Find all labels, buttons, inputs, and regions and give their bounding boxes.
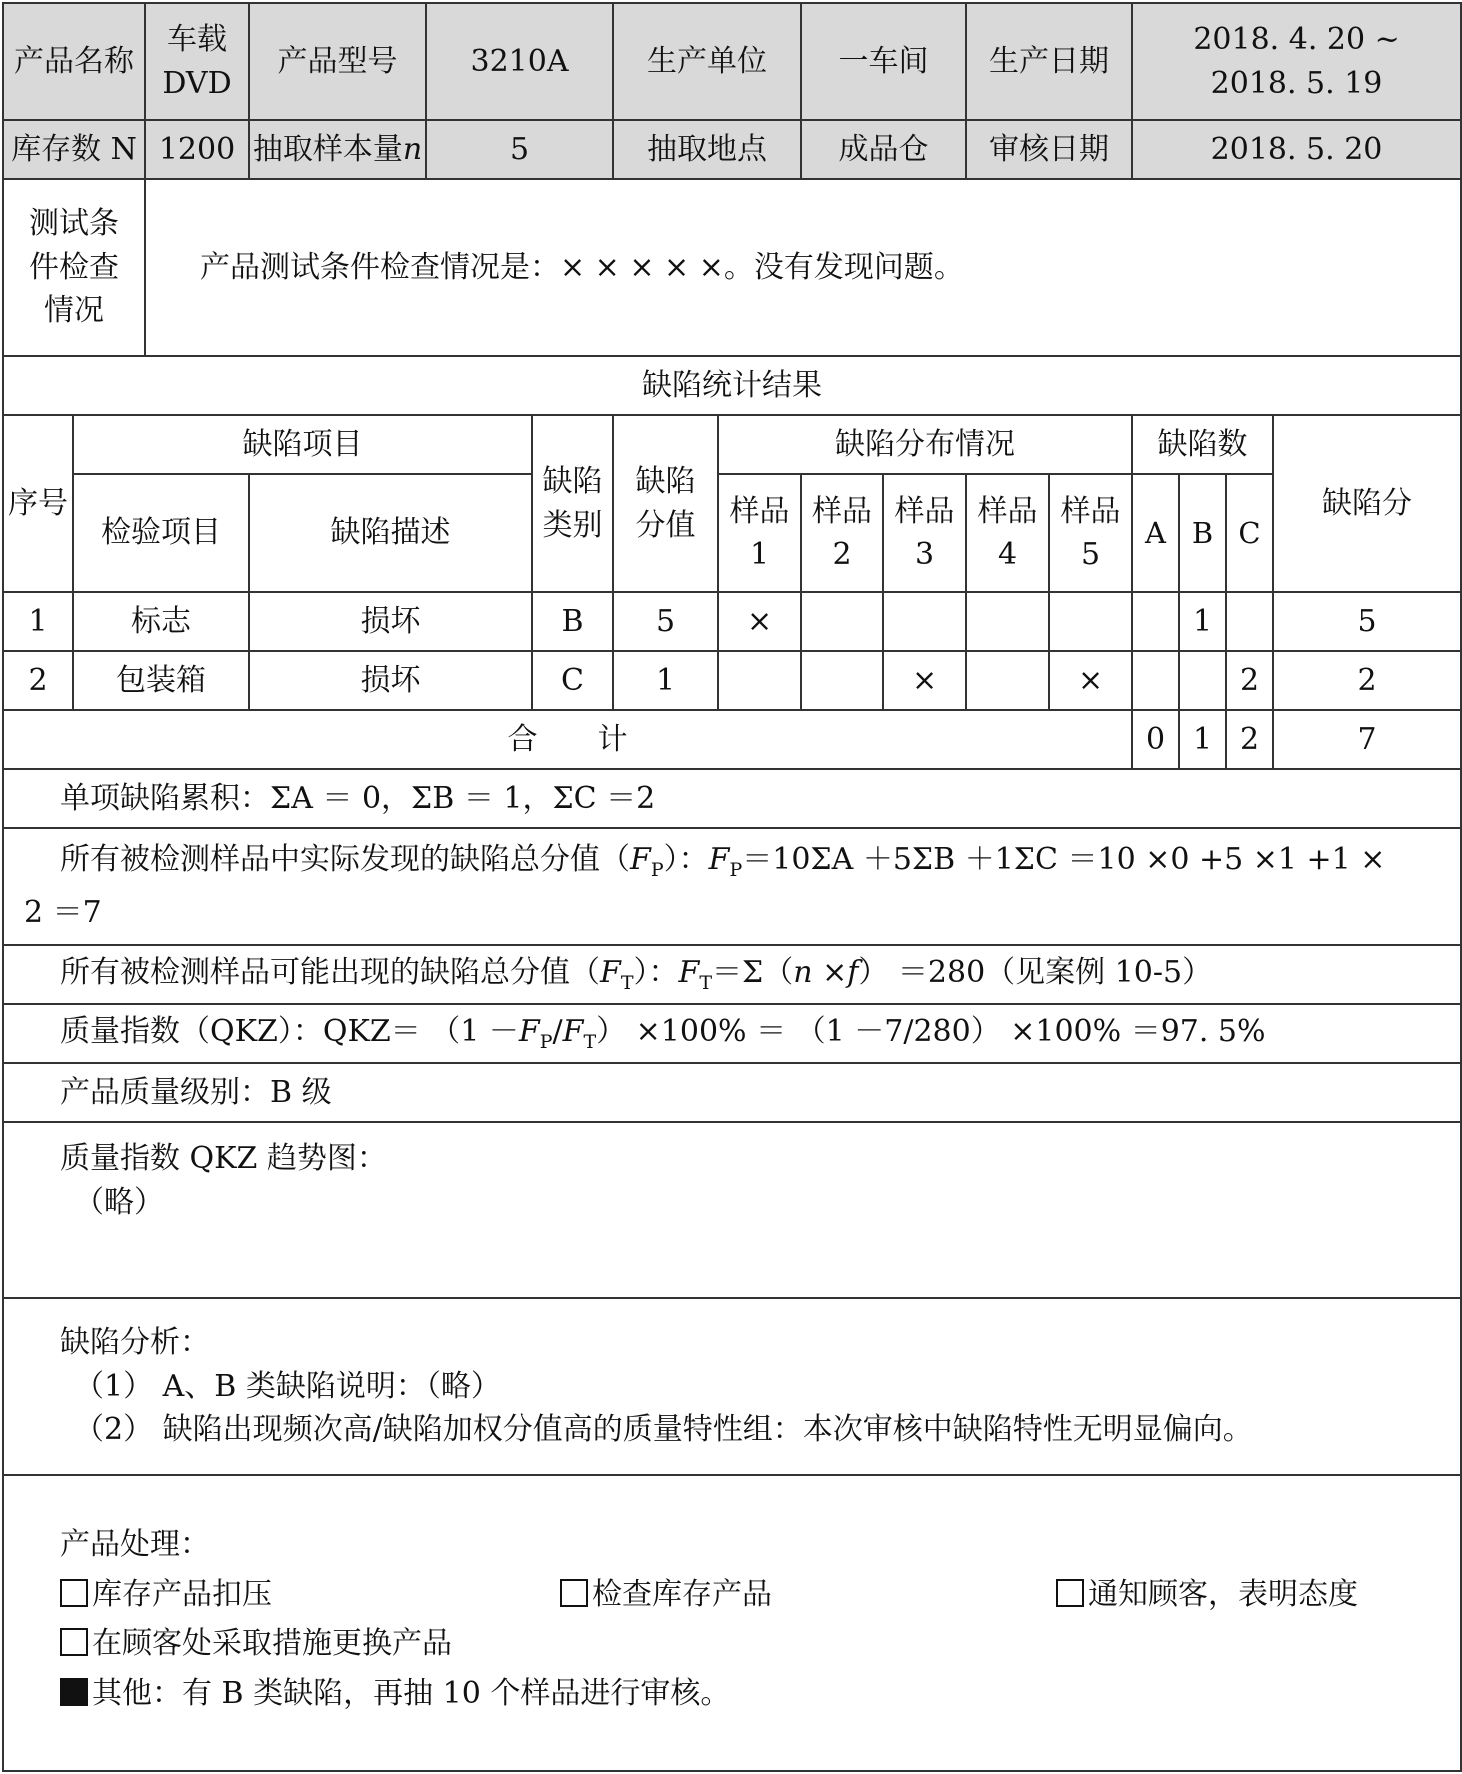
trend-note: （略） bbox=[74, 1184, 164, 1220]
cell-count-a bbox=[1132, 592, 1179, 651]
cell-count-c bbox=[1226, 592, 1273, 651]
ft-sub: T bbox=[699, 972, 713, 995]
checkbox-empty-icon[interactable] bbox=[60, 1579, 88, 1607]
cumulative-row bbox=[3, 769, 1461, 828]
sample-size-text: 抽取样本量 bbox=[252, 131, 403, 167]
level-row bbox=[3, 1063, 1461, 1122]
sample-size-var: n bbox=[402, 131, 423, 167]
sample-word: 样品 bbox=[1060, 493, 1121, 529]
test-condition-text: 产品测试条件检查情况是：× × × × ×。没有发现问题。 bbox=[145, 179, 1461, 356]
col-defect-category-line: 缺陷 bbox=[542, 464, 603, 499]
location-value: 成品仓 bbox=[801, 120, 966, 179]
qkz-prefix: 质量指数（QKZ）：QKZ＝ （1 － bbox=[60, 1014, 519, 1050]
cell-sample-5 bbox=[1049, 592, 1132, 651]
cell-count-b bbox=[1179, 651, 1226, 710]
qkz-sub: P bbox=[539, 1031, 553, 1054]
col-defect-category bbox=[532, 415, 613, 592]
ft-sub: T bbox=[620, 972, 634, 995]
cell-category: B bbox=[532, 592, 613, 651]
sample-size-label bbox=[249, 120, 426, 179]
table-row bbox=[3, 592, 1461, 651]
cell-points: 5 bbox=[1273, 592, 1461, 651]
qkz-sub: T bbox=[583, 1031, 597, 1054]
handling-cell bbox=[3, 1475, 1461, 1771]
audit-date-value: 2018. 5. 20 bbox=[1132, 120, 1461, 179]
qkz-row bbox=[3, 1004, 1461, 1063]
cell-count-a bbox=[1132, 651, 1179, 710]
total-b: 1 bbox=[1179, 710, 1226, 769]
sample-word: 样品 bbox=[729, 493, 790, 529]
location-label: 抽取地点 bbox=[613, 120, 801, 179]
handling-option[interactable] bbox=[60, 1570, 560, 1620]
analysis-item-2: （2） 缺陷出现频次高/缺陷加权分值高的质量特性组：本次审核中缺陷特性无明显偏向。 bbox=[74, 1412, 1253, 1448]
analysis-cell bbox=[3, 1298, 1461, 1475]
ft-prefix: 所有被检测样品可能出现的缺陷总分值（ bbox=[60, 955, 600, 991]
sample-word: 样品 bbox=[977, 493, 1038, 529]
analysis-title: 缺陷分析： bbox=[60, 1325, 210, 1361]
col-sample-1 bbox=[718, 474, 801, 592]
unit-label: 生产单位 bbox=[613, 3, 801, 120]
cell-sample-2 bbox=[801, 651, 883, 710]
test-condition-label-line: 测试条 bbox=[29, 206, 119, 242]
cell-score: 5 bbox=[613, 592, 718, 651]
analysis-row bbox=[3, 1298, 1461, 1475]
trend-row bbox=[3, 1122, 1461, 1298]
cell-desc: 损坏 bbox=[249, 651, 532, 710]
total-label: 合 计 bbox=[3, 710, 1132, 769]
test-condition-label-line: 情况 bbox=[44, 293, 104, 329]
fp-var: F bbox=[708, 841, 730, 877]
qkz-cell bbox=[3, 1004, 1461, 1063]
stock-value: 1200 bbox=[145, 120, 249, 179]
trend-title: 质量指数 QKZ 趋势图： bbox=[60, 1141, 387, 1176]
cell-points: 2 bbox=[1273, 651, 1461, 710]
ft-formula-a: ＝Σ（ bbox=[712, 955, 794, 991]
handling-options-row bbox=[60, 1570, 1460, 1620]
audit-date-label: 审核日期 bbox=[966, 120, 1132, 179]
header-row-1 bbox=[3, 3, 1461, 120]
col-defect-item: 缺陷项目 bbox=[73, 415, 532, 474]
cell-desc: 损坏 bbox=[249, 592, 532, 651]
col-class-c: C bbox=[1226, 474, 1273, 592]
model-value: 3210A bbox=[426, 3, 613, 120]
total-c: 2 bbox=[1226, 710, 1273, 769]
cell-sample-1: × bbox=[718, 592, 801, 651]
analysis-item-1: （1） A、B 类缺陷说明：（略） bbox=[74, 1368, 501, 1404]
sample-number: 1 bbox=[749, 537, 770, 572]
model-label: 产品型号 bbox=[249, 3, 426, 120]
checkbox-empty-icon[interactable] bbox=[60, 1628, 88, 1656]
col-defect-points: 缺陷分 bbox=[1273, 415, 1461, 592]
col-defect-desc: 缺陷描述 bbox=[249, 474, 532, 592]
ft-f: f bbox=[847, 955, 859, 991]
production-date-start: 2018. 4. 20 ~ bbox=[1193, 22, 1400, 57]
cell-sample-5: × bbox=[1049, 651, 1132, 710]
sample-word: 样品 bbox=[894, 493, 955, 529]
production-date-end: 2018. 5. 19 bbox=[1210, 65, 1383, 101]
header-row-2 bbox=[3, 120, 1461, 179]
ft-row bbox=[3, 945, 1461, 1004]
fp-cell bbox=[3, 828, 1461, 945]
total-a: 0 bbox=[1132, 710, 1179, 769]
cell-item: 标志 bbox=[73, 592, 249, 651]
handling-option-label: 检查库存产品 bbox=[592, 1576, 772, 1612]
qkz-suffix: ） ×100% ＝ （1 －7/280） ×100% ＝97. 5% bbox=[596, 1014, 1266, 1050]
ft-times: × bbox=[812, 955, 848, 991]
cell-seq: 2 bbox=[3, 651, 73, 710]
cell-sample-4 bbox=[966, 651, 1049, 710]
handling-option-label: 在顾客处采取措施更换产品 bbox=[92, 1626, 452, 1661]
defect-title-row bbox=[3, 356, 1461, 415]
fp-var: F bbox=[630, 841, 651, 877]
checkbox-empty-icon[interactable] bbox=[560, 1579, 588, 1607]
product-name-label: 产品名称 bbox=[3, 3, 145, 120]
handling-option-label: 库存产品扣压 bbox=[92, 1576, 272, 1612]
table-row bbox=[3, 651, 1461, 710]
col-class-a: A bbox=[1132, 474, 1179, 592]
fp-mid: ）： bbox=[663, 841, 709, 877]
fp-sub: P bbox=[729, 858, 743, 881]
col-defect-score-line: 缺陷 bbox=[635, 464, 696, 499]
ft-mid: ）： bbox=[633, 955, 679, 991]
handling-option[interactable] bbox=[60, 1619, 1460, 1669]
cell-count-b: 1 bbox=[1179, 592, 1226, 651]
cell-item: 包装箱 bbox=[73, 651, 249, 710]
test-condition-label-line: 件检查 bbox=[29, 249, 119, 285]
cell-sample-3: × bbox=[883, 651, 966, 710]
sample-number: 2 bbox=[832, 537, 852, 572]
col-sample-5 bbox=[1049, 474, 1132, 592]
product-name-value: 车载 DVD bbox=[145, 3, 249, 120]
handling-title: 产品处理： bbox=[60, 1527, 210, 1562]
col-sample-3 bbox=[883, 474, 966, 592]
stock-label: 库存数 N bbox=[3, 120, 145, 179]
ft-formula-b: ） ＝280（见案例 10-5） bbox=[858, 955, 1213, 991]
col-defect-distribution: 缺陷分布情况 bbox=[718, 415, 1132, 474]
quality-level: 产品质量级别：B 级 bbox=[3, 1063, 1461, 1122]
cell-sample-2 bbox=[801, 592, 883, 651]
test-condition-label bbox=[3, 179, 145, 356]
cell-count-c: 2 bbox=[1226, 651, 1273, 710]
fp-sub: P bbox=[650, 858, 664, 881]
handling-option[interactable] bbox=[60, 1669, 1460, 1719]
sample-number: 5 bbox=[1080, 537, 1101, 572]
test-condition-row bbox=[3, 179, 1461, 356]
defect-header-row-2 bbox=[3, 474, 1461, 592]
fp-line-1 bbox=[24, 834, 1460, 887]
fp-prefix: 所有被检测样品中实际发现的缺陷总分值（ bbox=[60, 841, 630, 877]
qkz-var: F bbox=[562, 1014, 584, 1050]
col-sample-2 bbox=[801, 474, 883, 592]
total-row bbox=[3, 710, 1461, 769]
cell-category: C bbox=[532, 651, 613, 710]
col-class-b: B bbox=[1179, 474, 1226, 592]
sample-number: 4 bbox=[997, 537, 1018, 572]
col-defect-category-line: 类别 bbox=[542, 507, 603, 543]
ft-cell bbox=[3, 945, 1461, 1004]
audit-report-table bbox=[2, 2, 1462, 1772]
col-defect-score-line: 分值 bbox=[635, 507, 696, 543]
handling-option-label: 通知顾客，表明态度 bbox=[1088, 1576, 1358, 1612]
total-points: 7 bbox=[1273, 710, 1461, 769]
fp-row bbox=[3, 828, 1461, 945]
col-defect-score bbox=[613, 415, 718, 592]
ft-var: F bbox=[678, 955, 700, 991]
handling-option[interactable] bbox=[1056, 1570, 1358, 1620]
sample-number: 3 bbox=[914, 537, 935, 572]
checkbox-empty-icon[interactable] bbox=[1056, 1579, 1084, 1607]
fp-line-2: 2 ＝7 bbox=[24, 894, 102, 930]
cell-seq: 1 bbox=[3, 592, 73, 651]
col-seq: 序号 bbox=[3, 415, 73, 592]
checkbox-checked-icon[interactable] bbox=[60, 1678, 88, 1706]
handling-row bbox=[3, 1475, 1461, 1771]
col-sample-4 bbox=[966, 474, 1049, 592]
handling-option-label: 其他：有 B 类缺陷，再抽 10 个样品进行审核。 bbox=[92, 1675, 731, 1711]
ft-var: F bbox=[600, 955, 621, 991]
handling-option[interactable] bbox=[560, 1570, 1056, 1620]
defect-header-row-1 bbox=[3, 415, 1461, 474]
col-defect-count: 缺陷数 bbox=[1132, 415, 1273, 474]
cell-sample-3 bbox=[883, 592, 966, 651]
production-date-value bbox=[1132, 3, 1461, 120]
qkz-var: F bbox=[518, 1014, 540, 1050]
production-date-label: 生产日期 bbox=[966, 3, 1132, 120]
ft-n: n bbox=[793, 955, 813, 991]
fp-formula: ＝10ΣA ＋5ΣB ＋1ΣC ＝10 ×0 +5 ×1 +1 × bbox=[742, 841, 1386, 877]
defect-stats-title: 缺陷统计结果 bbox=[3, 356, 1461, 415]
col-inspect-item: 检验项目 bbox=[73, 474, 249, 592]
sample-size-value: 5 bbox=[426, 120, 613, 179]
cumulative-text: 单项缺陷累积：ΣA ＝ 0，ΣB ＝ 1，ΣC ＝2 bbox=[3, 769, 1461, 828]
sample-word: 样品 bbox=[812, 493, 873, 529]
cell-score: 1 bbox=[613, 651, 718, 710]
trend-cell bbox=[3, 1122, 1461, 1298]
unit-value: 一车间 bbox=[801, 3, 966, 120]
qkz-slash: / bbox=[552, 1014, 563, 1050]
cell-sample-4 bbox=[966, 592, 1049, 651]
cell-sample-1 bbox=[718, 651, 801, 710]
